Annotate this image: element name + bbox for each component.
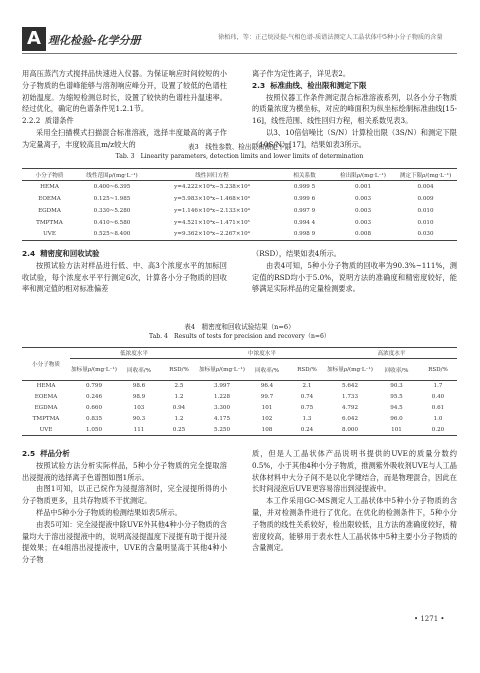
table-header-row: [22, 169, 457, 181]
table-cell: 0.835: [85, 416, 102, 422]
table3-caption-cn: 表3 线性参数、检出限和测定下限: [187, 143, 292, 151]
table-cell: 0.330~5.280: [93, 207, 131, 214]
paragraph: 离子作为定性离子，详见表2。: [252, 69, 351, 78]
table-cell: 3.300: [213, 405, 230, 411]
table-cell: 96.4: [260, 383, 274, 390]
table-cell: 0.246: [85, 394, 102, 400]
paragraph: 按照试验方法对样品进行低、中、高3个浓度水平的加标回收试验，每个浓度水平平行测定6次，计算各小分子物质的回收率和测定值的相对标准偏差: [22, 260, 227, 294]
subsection-number: 2.2.2: [22, 116, 41, 126]
table-cell: 3.997: [213, 383, 230, 390]
table-header-cell: RSD/%: [428, 366, 448, 373]
page-number: • 1271 •: [414, 615, 445, 623]
table-cell: 103: [133, 405, 145, 411]
table-cell: 108: [261, 426, 273, 433]
table4: [22, 347, 457, 436]
table-cell: y=4.521×10⁴x−1.471×10⁵: [174, 219, 250, 226]
paragraph: 用高压蒸汽方式搅拌品快速进入仪器。为保证响应时间较短的小分子物质的色谱峰能够与溶剂响应峰分开，设置了较低的色谱柱初始温度。为缩短检测总时长，设置了较快的色谱柱升温速率。经过优化，确定的色谱条件见1.2.1节。: [22, 69, 227, 114]
table-cell: 4.175: [213, 416, 230, 422]
table-group-header: 中浓度水平: [198, 348, 326, 359]
table-header-row: [22, 359, 457, 381]
table-cell: HEMA: [40, 183, 59, 190]
table-header-cell: 检出限ρ/(mg·L⁻¹): [340, 172, 386, 179]
table-cell: 0.125~1.985: [93, 195, 131, 202]
table-cell: 0.003: [354, 207, 371, 214]
table-cell: y=4.222×10⁴x−5.238×10⁴: [174, 183, 250, 190]
table-cell: 102: [261, 416, 273, 422]
table-cell: 0.010: [417, 219, 434, 226]
table-cell: 0.400~6.395: [93, 183, 131, 190]
section-title: 样品分析: [40, 449, 70, 458]
table-cell: 0.74: [300, 394, 314, 400]
table-header-cell: 回收率/%: [384, 367, 409, 374]
table-cell: 0.20: [431, 426, 445, 433]
subsection-title: 质谱条件: [44, 116, 74, 126]
table-cell: 1.0: [433, 416, 443, 422]
table-cell: 8.000: [341, 426, 358, 433]
table-cell: 1.3: [302, 416, 312, 422]
table-cell: 101: [261, 405, 273, 411]
section-heading: [22, 248, 227, 260]
right-column-top: [252, 68, 457, 151]
table-cell: 98.6: [132, 383, 146, 390]
table-cell: 0.994 4: [293, 219, 316, 226]
table-cell: 94.5: [390, 405, 403, 411]
table-cell: 0.008: [354, 231, 371, 238]
left-column-mid: [22, 248, 227, 295]
table-cell: 0.009: [417, 195, 434, 202]
table-cell: 0.010: [417, 207, 434, 214]
table-header-cell: 线性回归方程: [195, 172, 229, 179]
table-cell: y=9.362×10⁴x−2.267×10⁴: [174, 231, 250, 238]
table-cell: UVE: [43, 231, 56, 238]
section-number: 2.4: [22, 249, 36, 258]
section-heading: [22, 448, 227, 460]
table-cell: 1.7: [433, 383, 443, 390]
paragraph: 由表5可知：完全浸提液中除UVE外其他4种小分子物质的含量均大于溶出浸提液中的，说明高浸提温度下浸提有助于提升浸提效果；在4组溶出浸提液中，UVE的含量明显高于其他4种小分子物: [22, 519, 227, 565]
table-header-cell: 回收率/%: [127, 367, 151, 374]
table-group-header: 低浓度水平: [70, 348, 198, 359]
table-header-cell: 测定下限ρ/(mg·L⁻¹): [399, 172, 452, 179]
table-cell: 1.2: [174, 416, 184, 422]
paragraph: 按照试验方法分析实际样品，5种小分子物质的完全提取溶出浸提液的选择离子色谱图如图1所示。: [22, 460, 227, 482]
table-header-cell: 加标量ρ/(mg·L⁻¹): [71, 366, 117, 373]
paragraph: 质，但是人工晶状体产品说明书提供的UVE的质量分数约0.5%，小于其他4种小分子物质，推测紫外吸收剂UVE与人工晶状体材料中大分子间不是以化学键结合，而是物理混合，因此在长时间浸泡后UVE更容易溶出到浸提液中。: [252, 449, 457, 494]
table-cell: 90.3: [390, 383, 403, 390]
table-cell: y=5.983×10⁴x−1.468×10⁴: [174, 195, 250, 202]
table-cell: 95.5: [390, 394, 403, 400]
table-cell: 0.660: [85, 405, 102, 411]
table-group-header: 高浓度水平: [326, 348, 457, 359]
table-header-cell: 回收率/%: [255, 367, 279, 374]
journal-name: 理化检验-化学分册: [48, 34, 141, 47]
paragraph: 按照仪器工作条件测定混合标准溶液系列，以各小分子物质的质量浓度为横坐标，对应的峰面积为纵坐标绘制标准曲线[15-16]，线性范围、线性回归方程，相关系数见表3。: [252, 92, 457, 126]
table-cell: 0.40: [431, 394, 445, 400]
table-cell: 0.94: [172, 405, 186, 411]
table-cell: 0.003: [354, 195, 371, 202]
running-title: 徐栢玮，等：正己烷浸提-气相色谱-质谱法测定人工晶状体中5种小分子物质的含量: [218, 34, 443, 41]
table-cell: 0.525~8.400: [93, 231, 131, 238]
section-number: 2.5: [22, 449, 36, 458]
table-cell: 0.75: [300, 405, 314, 411]
table-cell: 5.642: [341, 383, 358, 390]
table3-caption-en: Tab. 3 Linearity parameters, detection limits and lower limits of determination: [115, 153, 364, 160]
table3-caption: [22, 143, 457, 161]
table-header-cell: RSD/%: [169, 366, 189, 373]
table3: [22, 168, 457, 241]
table-cell: TMPTMA: [36, 219, 63, 226]
table-header-cell: 相关系数: [293, 172, 316, 179]
table-header-cell: RSD/%: [297, 366, 317, 373]
table-cell: 0.410~6.580: [93, 219, 131, 226]
table-cell: HEMA: [36, 383, 56, 390]
section-heading: [252, 80, 457, 92]
section-title: 标准曲线、检出限和测定下限: [270, 80, 367, 90]
table-cell: 101: [391, 426, 402, 433]
table-row: [22, 205, 457, 217]
section-title: 精密度和回收试验: [40, 249, 100, 258]
table-cell: 99.7: [260, 394, 274, 400]
table-cell: EOEMA: [34, 394, 58, 400]
table-cell: 1.050: [85, 426, 102, 433]
table-cell: TMPTMA: [32, 416, 60, 422]
table-row: [22, 217, 457, 229]
paragraph: 以3、10倍信噪比（S/N）计算检出限（3S/N）和测定下限（10S/N）[17]，结果如表3所示。: [252, 127, 457, 149]
table-row: [22, 229, 457, 241]
table-row: [22, 425, 457, 436]
section-number: 2.3: [252, 80, 266, 90]
table-cell: 0.001: [354, 183, 371, 190]
table-cell: 111: [133, 426, 145, 433]
left-column-top: [22, 68, 227, 151]
table4-caption-cn: 表4 精密度和回收试验结果（n=6）: [184, 323, 295, 331]
table-row: [22, 403, 457, 414]
table-cell: 0.004: [417, 183, 434, 190]
table4-caption-en: Tab. 4 Results of tests for precision and recovery（n=6）: [149, 333, 330, 340]
table-group-header-row: [22, 348, 457, 359]
table-cell: 0.24: [300, 426, 314, 433]
table-cell: 96.0: [390, 416, 403, 422]
table-row: [22, 181, 457, 193]
table-cell: y=1.146×10⁴x−2.133×10⁴: [174, 207, 250, 214]
table-cell: 0.999 6: [293, 195, 316, 202]
table-cell: 0.999 5: [293, 183, 316, 190]
paragraph: 由表4可知，5种小分子物质的回收率为90.3%~111%，测定值的RSD均小于5.0%，说明方法的准确度和精密度较好，能够满足实际样品的定量检测要求。: [252, 260, 457, 294]
table-cell: 0.799: [85, 383, 102, 390]
table-cell: 2.5: [174, 383, 184, 390]
left-column-bottom: [22, 448, 227, 566]
table-cell: 0.997 9: [293, 207, 316, 214]
table-cell: EGDMA: [38, 207, 61, 214]
table-cell: 2.1: [302, 383, 312, 390]
table-header-cell: 加标量ρ/(mg·L⁻¹): [199, 366, 245, 373]
table-cell: 4.792: [341, 405, 358, 411]
table-cell: 5.250: [213, 426, 230, 433]
table-row: [22, 193, 457, 205]
paragraph: （RSD），结果如表4所示。: [252, 249, 341, 258]
table-cell: 6.042: [341, 416, 358, 422]
table-cell: 1.228: [213, 394, 230, 400]
table-header-cell: 小分子物质: [22, 348, 70, 381]
table-header-cell: 小分子物质: [35, 172, 64, 179]
table-cell: EOEMA: [38, 195, 61, 202]
header-rule: [22, 53, 457, 54]
page-header: [0, 0, 480, 62]
table-cell: 1.2: [174, 394, 184, 400]
paragraph: 样品中5种小分子物质的检测结果如表5所示。: [36, 507, 182, 517]
paragraph: 本工作采用GC-MS测定人工晶状体中5种小分子物质的含量，并对检测条件进行了优化。在优化的检测条件下，5种小分子物质的线性关系较好，检出限较低，且方法的准确度较好，精密度较高，能够用于表水性人工晶状体中5种主要小分子物质的含量测定。: [252, 496, 457, 553]
table-cell: 0.030: [417, 231, 434, 238]
table4-caption: [22, 323, 457, 341]
table-cell: 0.61: [431, 405, 445, 411]
table-row: [22, 392, 457, 403]
right-column-bottom: [252, 448, 457, 554]
table-cell: 0.25: [172, 426, 186, 433]
table-cell: EGDMA: [34, 405, 58, 411]
table-row: [22, 381, 457, 392]
table-cell: 0.003: [354, 219, 371, 226]
table-row: [22, 414, 457, 425]
table-cell: 90.3: [132, 416, 146, 422]
paragraph: 由图1可知，以正己烷作为浸提溶剂时，完全浸提所得的小分子物质更多，且共存物质不干扰测定。: [22, 484, 227, 506]
right-column-mid: [252, 248, 457, 295]
table-cell: 1.733: [341, 394, 358, 400]
subsection-heading: [22, 115, 227, 127]
table-cell: 0.998 9: [293, 231, 316, 238]
table-cell: 98.9: [132, 394, 146, 400]
paragraph: 采用全扫描模式扫描混合标准溶液，选择丰度最高的离子作为定量离子，丰度较高且m/z较大的: [22, 127, 227, 149]
table-header-cell: 线性范围ρ/(mg·L⁻¹): [86, 172, 138, 179]
table-cell: UVE: [39, 426, 53, 433]
table-header-cell: 加标量ρ/(mg·L⁻¹): [327, 366, 373, 373]
journal-logo-icon: A: [22, 27, 46, 51]
